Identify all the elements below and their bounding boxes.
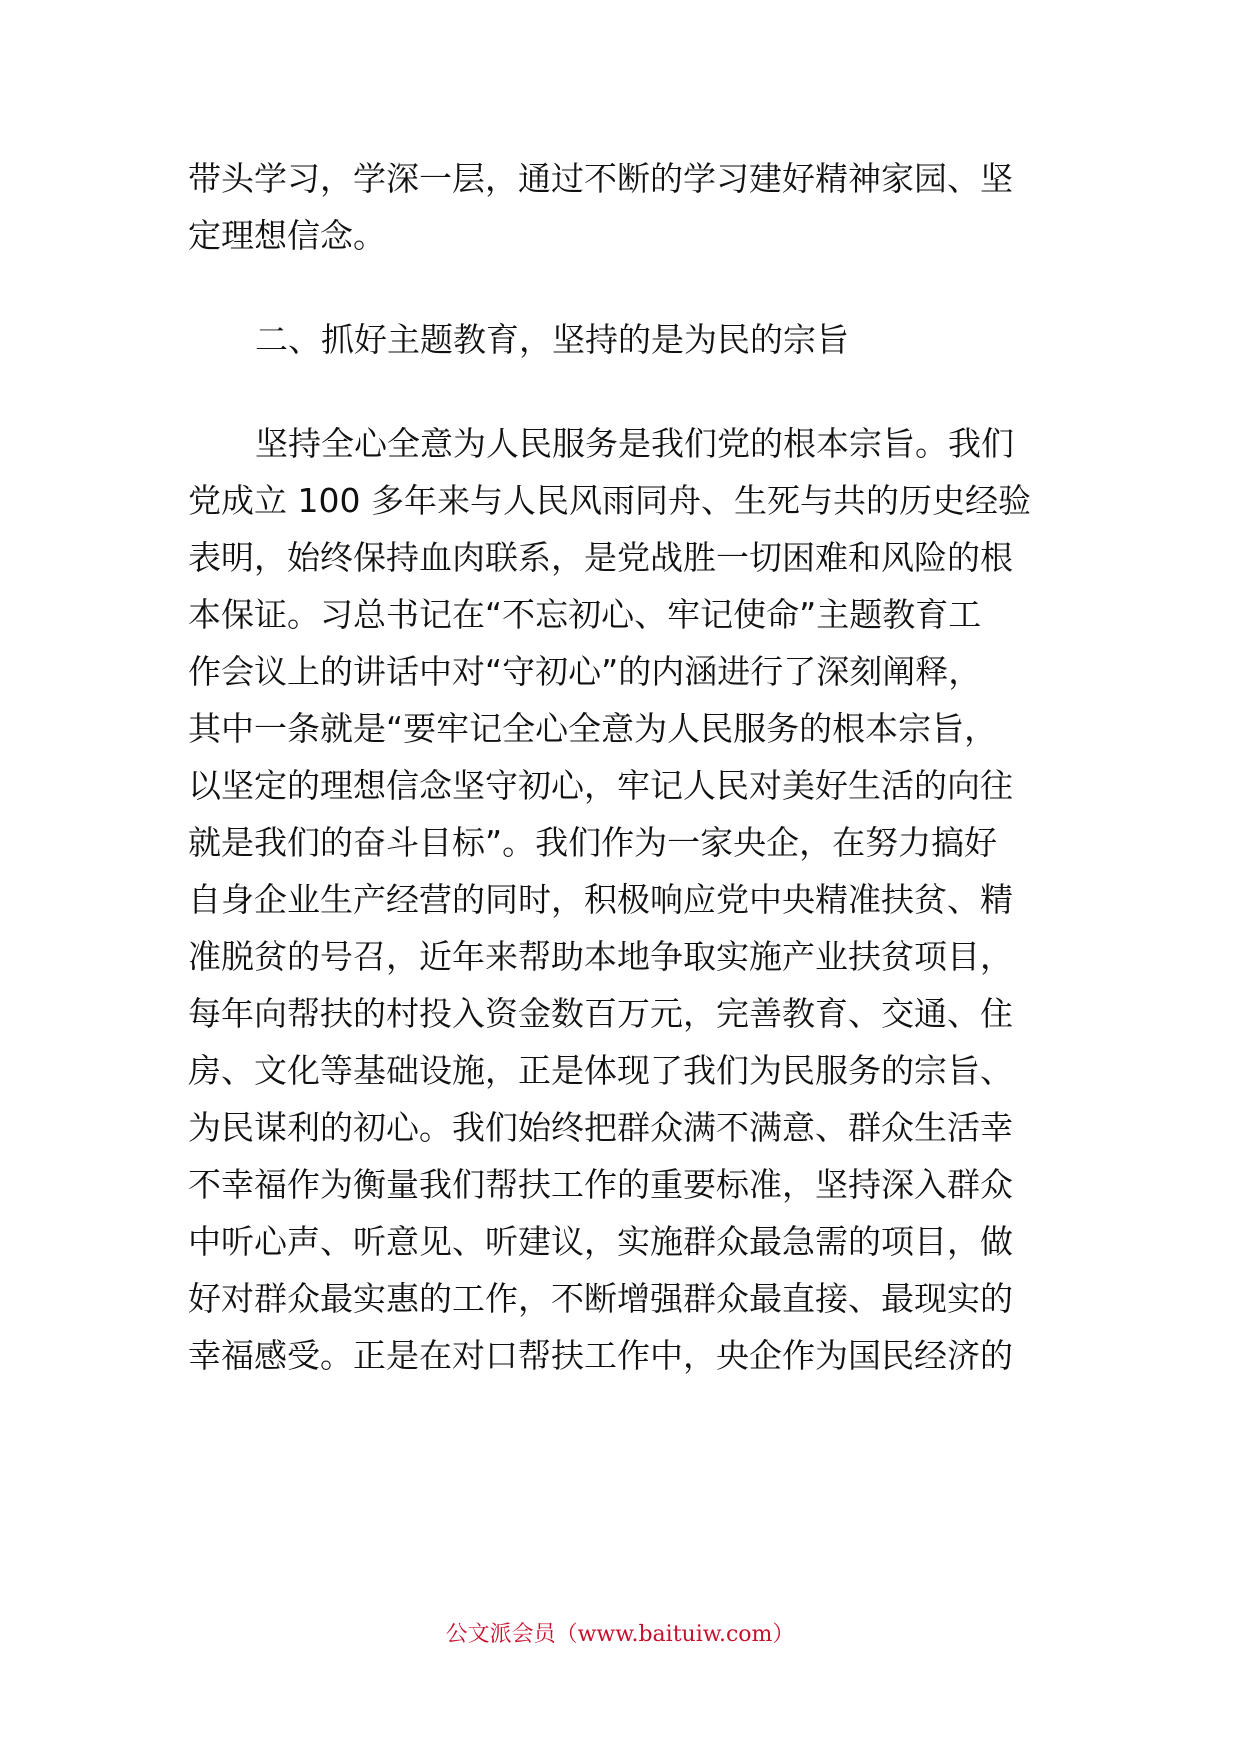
body-text-line: 定理想信念。 (188, 216, 386, 255)
body-text-line: 党成立 100 多年来与人民风雨同舟、生死与共的历史经验 (188, 481, 1031, 520)
body-text-line: 幸福感受。正是在对口帮扶工作中，央企作为国民经济的 (188, 1336, 1013, 1375)
body-text-line: 作会议上的讲话中对“守初心”的内涵进行了深刻阐释， (188, 652, 982, 691)
body-text-line: 以坚定的理想信念坚守初心，牢记人民对美好生活的向往 (188, 766, 1013, 805)
body-text-line: 坚持全心全意为人民服务是我们党的根本宗旨。我们 (255, 424, 1014, 463)
body-text-line: 表明，始终保持血肉联系，是党战胜一切困难和风险的根 (188, 538, 1013, 577)
body-text-line: 房、文化等基础设施，正是体现了我们为民服务的宗旨、 (188, 1051, 1013, 1090)
body-text-line: 其中一条就是“要牢记全心全意为人民服务的根本宗旨， (188, 709, 998, 748)
body-text-line: 好对群众最实惠的工作，不断增强群众最直接、最现实的 (188, 1279, 1013, 1318)
footer-watermark: 公文派会员（www.baituiw.com） (445, 1622, 795, 1647)
body-text-line: 就是我们的奋斗目标”。我们作为一家央企，在努力搞好 (188, 823, 998, 862)
body-text-line: 不幸福作为衡量我们帮扶工作的重要标准，坚持深入群众 (188, 1165, 1013, 1204)
body-text-line: 自身企业生产经营的同时，积极响应党中央精准扶贫、精 (188, 880, 1013, 919)
section-heading: 二、抓好主题教育，坚持的是为民的宗旨 (255, 320, 849, 359)
body-text-line: 准脱贫的号召，近年来帮助本地争取实施产业扶贫项目， (188, 937, 1013, 976)
body-text-line: 中听心声、听意见、听建议，实施群众最急需的项目，做 (188, 1222, 1013, 1261)
body-text-line: 本保证。习总书记在“不忘初心、牢记使命”主题教育工 (188, 595, 982, 634)
body-text-line: 每年向帮扶的村投入资金数百万元，完善教育、交通、住 (188, 994, 1013, 1033)
body-text-line: 为民谋利的初心。我们始终把群众满不满意、群众生活幸 (188, 1108, 1013, 1147)
body-text-line: 带头学习，学深一层，通过不断的学习建好精神家园、坚 (188, 159, 1013, 198)
